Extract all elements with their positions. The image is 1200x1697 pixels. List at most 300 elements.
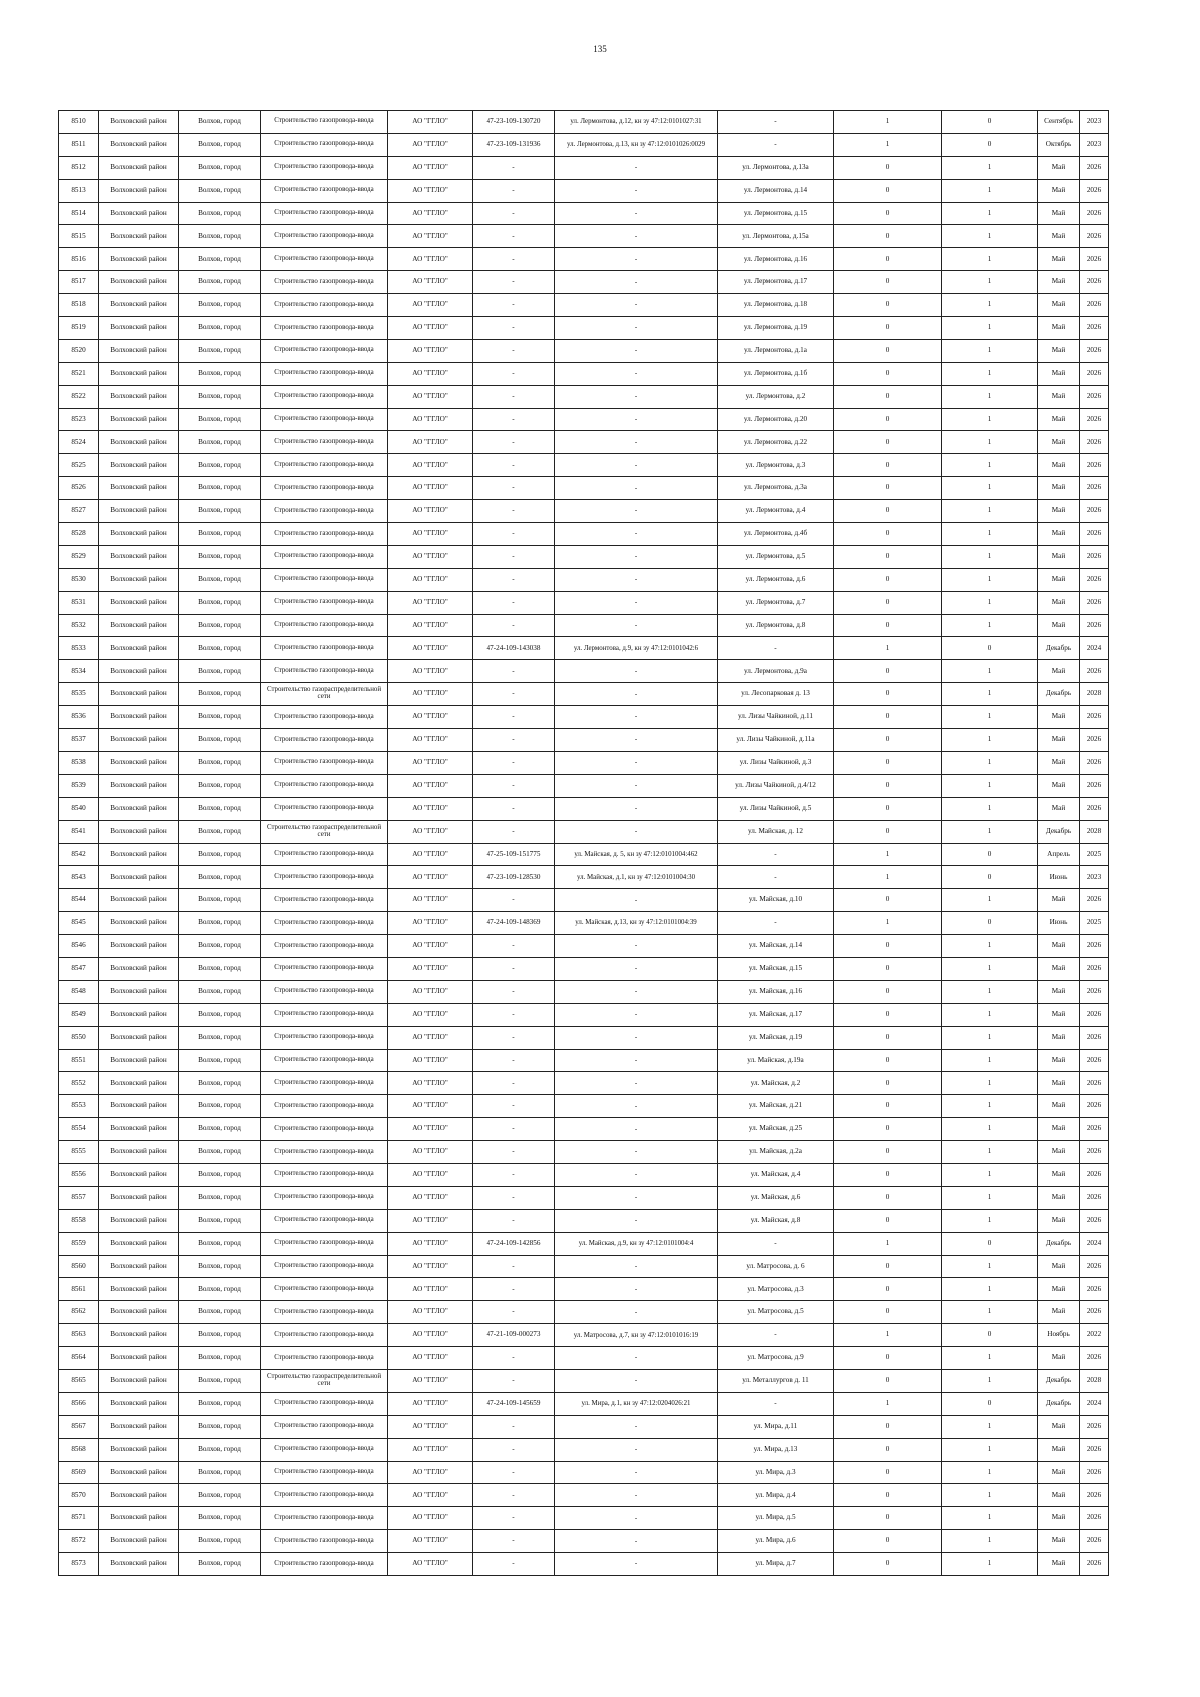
work-type-cell: Строительство газопровода-ввода bbox=[261, 1209, 388, 1232]
district-cell: Волховский район bbox=[99, 637, 179, 660]
work-type-cell: Строительство газопровода-ввода bbox=[261, 866, 388, 889]
district-cell: Волховский район bbox=[99, 225, 179, 248]
address-cadastral-cell: - bbox=[555, 1484, 718, 1507]
organization-cell: АО "ГГЛО" bbox=[388, 1530, 473, 1553]
year-cell: 2026 bbox=[1080, 1347, 1109, 1370]
address-cadastral-cell: - bbox=[555, 1072, 718, 1095]
month-cell: Май bbox=[1038, 431, 1080, 454]
count-planned-cell: 1 bbox=[942, 431, 1038, 454]
contract-number-cell: - bbox=[473, 1278, 555, 1301]
address-cadastral-cell: - bbox=[555, 179, 718, 202]
settlement-cell: Волхов, город bbox=[179, 1003, 261, 1026]
count-planned-cell: 0 bbox=[942, 111, 1038, 134]
count-planned-cell: 1 bbox=[942, 248, 1038, 271]
work-type-cell: Строительство газопровода-ввода bbox=[261, 111, 388, 134]
district-cell: Волховский район bbox=[99, 1072, 179, 1095]
count-existing-cell: 0 bbox=[834, 1301, 942, 1324]
count-planned-cell: 1 bbox=[942, 225, 1038, 248]
count-planned-cell: 1 bbox=[942, 1026, 1038, 1049]
year-cell: 2026 bbox=[1080, 1141, 1109, 1164]
work-type-cell: Строительство газопровода-ввода bbox=[261, 385, 388, 408]
year-cell: 2023 bbox=[1080, 866, 1109, 889]
address-cell: ул. Лермонтова, д.13а bbox=[718, 156, 834, 179]
contract-number-cell: - bbox=[473, 1301, 555, 1324]
organization-cell: АО "ГГЛО" bbox=[388, 1347, 473, 1370]
month-cell: Май bbox=[1038, 1415, 1080, 1438]
count-existing-cell: 0 bbox=[834, 294, 942, 317]
settlement-cell: Волхов, город bbox=[179, 477, 261, 500]
month-cell: Май bbox=[1038, 1072, 1080, 1095]
settlement-cell: Волхов, город bbox=[179, 1209, 261, 1232]
count-existing-cell: 0 bbox=[834, 1118, 942, 1141]
district-cell: Волховский район bbox=[99, 660, 179, 683]
district-cell: Волховский район bbox=[99, 133, 179, 156]
district-cell: Волховский район bbox=[99, 1347, 179, 1370]
row-number-cell: 8541 bbox=[59, 820, 99, 843]
district-cell: Волховский район bbox=[99, 339, 179, 362]
year-cell: 2026 bbox=[1080, 1118, 1109, 1141]
contract-number-cell: 47-24-109-142856 bbox=[473, 1232, 555, 1255]
month-cell: Май bbox=[1038, 889, 1080, 912]
row-number-cell: 8512 bbox=[59, 156, 99, 179]
settlement-cell: Волхов, город bbox=[179, 935, 261, 958]
organization-cell: АО "ГГЛО" bbox=[388, 1461, 473, 1484]
work-type-cell: Строительство газопровода-ввода bbox=[261, 1118, 388, 1141]
year-cell: 2026 bbox=[1080, 797, 1109, 820]
row-number-cell: 8554 bbox=[59, 1118, 99, 1141]
organization-cell: АО "ГГЛО" bbox=[388, 156, 473, 179]
count-existing-cell: 1 bbox=[834, 1232, 942, 1255]
organization-cell: АО "ГГЛО" bbox=[388, 660, 473, 683]
district-cell: Волховский район bbox=[99, 362, 179, 385]
year-cell: 2026 bbox=[1080, 1072, 1109, 1095]
address-cadastral-cell: - bbox=[555, 1369, 718, 1392]
settlement-cell: Волхов, город bbox=[179, 523, 261, 546]
organization-cell: АО "ГГЛО" bbox=[388, 1324, 473, 1347]
organization-cell: АО "ГГЛО" bbox=[388, 1392, 473, 1415]
contract-number-cell: - bbox=[473, 248, 555, 271]
address-cell: ул. Майская, д.14 bbox=[718, 935, 834, 958]
contract-number-cell: 47-24-109-143038 bbox=[473, 637, 555, 660]
year-cell: 2026 bbox=[1080, 935, 1109, 958]
row-number-cell: 8543 bbox=[59, 866, 99, 889]
count-planned-cell: 1 bbox=[942, 477, 1038, 500]
work-type-cell: Строительство газопровода-ввода bbox=[261, 1003, 388, 1026]
year-cell: 2028 bbox=[1080, 820, 1109, 843]
month-cell: Май bbox=[1038, 454, 1080, 477]
contract-number-cell: - bbox=[473, 294, 555, 317]
count-existing-cell: 0 bbox=[834, 1255, 942, 1278]
address-cadastral-cell: - bbox=[555, 477, 718, 500]
work-type-cell: Строительство газопровода-ввода bbox=[261, 637, 388, 660]
count-existing-cell: 0 bbox=[834, 820, 942, 843]
contract-number-cell: - bbox=[473, 1369, 555, 1392]
year-cell: 2026 bbox=[1080, 1507, 1109, 1530]
row-number-cell: 8534 bbox=[59, 660, 99, 683]
work-type-cell: Строительство газопровода-ввода bbox=[261, 1438, 388, 1461]
address-cadastral-cell: - bbox=[555, 820, 718, 843]
month-cell: Май bbox=[1038, 1438, 1080, 1461]
address-cell: ул. Мира, д.11 bbox=[718, 1415, 834, 1438]
count-existing-cell: 0 bbox=[834, 1049, 942, 1072]
row-number-cell: 8572 bbox=[59, 1530, 99, 1553]
contract-number-cell: - bbox=[473, 1049, 555, 1072]
district-cell: Волховский район bbox=[99, 1553, 179, 1576]
contract-number-cell: - bbox=[473, 568, 555, 591]
row-number-cell: 8516 bbox=[59, 248, 99, 271]
contract-number-cell: - bbox=[473, 706, 555, 729]
district-cell: Волховский район bbox=[99, 1186, 179, 1209]
organization-cell: АО "ГГЛО" bbox=[388, 568, 473, 591]
row-number-cell: 8564 bbox=[59, 1347, 99, 1370]
count-existing-cell: 0 bbox=[834, 1438, 942, 1461]
year-cell: 2026 bbox=[1080, 889, 1109, 912]
row-number-cell: 8514 bbox=[59, 202, 99, 225]
address-cell: - bbox=[718, 1392, 834, 1415]
row-number-cell: 8573 bbox=[59, 1553, 99, 1576]
table-row bbox=[59, 1232, 1109, 1255]
year-cell: 2026 bbox=[1080, 1026, 1109, 1049]
row-number-cell: 8524 bbox=[59, 431, 99, 454]
count-planned-cell: 1 bbox=[942, 957, 1038, 980]
address-cell: ул. Лермонтова, д.20 bbox=[718, 408, 834, 431]
year-cell: 2026 bbox=[1080, 1530, 1109, 1553]
settlement-cell: Волхов, город bbox=[179, 1141, 261, 1164]
district-cell: Волховский район bbox=[99, 843, 179, 866]
organization-cell: АО "ГГЛО" bbox=[388, 957, 473, 980]
district-cell: Волховский район bbox=[99, 1255, 179, 1278]
address-cadastral-cell: - bbox=[555, 1026, 718, 1049]
row-number-cell: 8531 bbox=[59, 591, 99, 614]
year-cell: 2024 bbox=[1080, 1392, 1109, 1415]
organization-cell: АО "ГГЛО" bbox=[388, 248, 473, 271]
count-existing-cell: 0 bbox=[834, 202, 942, 225]
settlement-cell: Волхов, город bbox=[179, 980, 261, 1003]
row-number-cell: 8521 bbox=[59, 362, 99, 385]
settlement-cell: Волхов, город bbox=[179, 111, 261, 134]
settlement-cell: Волхов, город bbox=[179, 1392, 261, 1415]
month-cell: Май bbox=[1038, 1553, 1080, 1576]
address-cadastral-cell: ул. Мира, д.1, кн зу 47:12:0204026:21 bbox=[555, 1392, 718, 1415]
address-cadastral-cell: - bbox=[555, 248, 718, 271]
count-planned-cell: 1 bbox=[942, 935, 1038, 958]
table-row bbox=[59, 339, 1109, 362]
address-cadastral-cell: - bbox=[555, 523, 718, 546]
count-planned-cell: 1 bbox=[942, 1484, 1038, 1507]
count-planned-cell: 1 bbox=[942, 1347, 1038, 1370]
work-type-cell: Строительство газопровода-ввода bbox=[261, 454, 388, 477]
month-cell: Май bbox=[1038, 774, 1080, 797]
table-row bbox=[59, 1369, 1109, 1392]
count-planned-cell: 1 bbox=[942, 1301, 1038, 1324]
address-cell: ул. Лизы Чайкиной, д.3 bbox=[718, 751, 834, 774]
address-cadastral-cell: - bbox=[555, 500, 718, 523]
work-type-cell: Строительство газопровода-ввода bbox=[261, 156, 388, 179]
table-row bbox=[59, 500, 1109, 523]
count-existing-cell: 1 bbox=[834, 1392, 942, 1415]
row-number-cell: 8510 bbox=[59, 111, 99, 134]
month-cell: Май bbox=[1038, 1026, 1080, 1049]
district-cell: Волховский район bbox=[99, 1438, 179, 1461]
contract-number-cell: - bbox=[473, 751, 555, 774]
table-row bbox=[59, 1095, 1109, 1118]
table-row bbox=[59, 1163, 1109, 1186]
settlement-cell: Волхов, город bbox=[179, 179, 261, 202]
organization-cell: АО "ГГЛО" bbox=[388, 935, 473, 958]
organization-cell: АО "ГГЛО" bbox=[388, 591, 473, 614]
count-planned-cell: 0 bbox=[942, 1392, 1038, 1415]
work-type-cell: Строительство газопровода-ввода bbox=[261, 1324, 388, 1347]
count-existing-cell: 1 bbox=[834, 843, 942, 866]
address-cell: ул. Лермонтова, д.1б bbox=[718, 362, 834, 385]
month-cell: Сентябрь bbox=[1038, 111, 1080, 134]
table-row bbox=[59, 774, 1109, 797]
year-cell: 2026 bbox=[1080, 706, 1109, 729]
row-number-cell: 8518 bbox=[59, 294, 99, 317]
settlement-cell: Волхов, город bbox=[179, 454, 261, 477]
address-cell: ул. Лермонтова, д.4б bbox=[718, 523, 834, 546]
address-cadastral-cell: - bbox=[555, 1553, 718, 1576]
address-cadastral-cell: - bbox=[555, 774, 718, 797]
district-cell: Волховский район bbox=[99, 1209, 179, 1232]
district-cell: Волховский район bbox=[99, 1003, 179, 1026]
row-number-cell: 8550 bbox=[59, 1026, 99, 1049]
count-existing-cell: 0 bbox=[834, 980, 942, 1003]
settlement-cell: Волхов, город bbox=[179, 1072, 261, 1095]
contract-number-cell: - bbox=[473, 225, 555, 248]
count-existing-cell: 0 bbox=[834, 568, 942, 591]
contract-number-cell: - bbox=[473, 935, 555, 958]
work-type-cell: Строительство газопровода-ввода bbox=[261, 477, 388, 500]
organization-cell: АО "ГГЛО" bbox=[388, 889, 473, 912]
work-type-cell: Строительство газопровода-ввода bbox=[261, 500, 388, 523]
settlement-cell: Волхов, город bbox=[179, 1186, 261, 1209]
address-cell: ул. Лермонтова, д.3а bbox=[718, 477, 834, 500]
year-cell: 2026 bbox=[1080, 1049, 1109, 1072]
count-existing-cell: 0 bbox=[834, 225, 942, 248]
district-cell: Волховский район bbox=[99, 385, 179, 408]
table-row bbox=[59, 729, 1109, 752]
organization-cell: АО "ГГЛО" bbox=[388, 1278, 473, 1301]
address-cell: ул. Лермонтова, д.18 bbox=[718, 294, 834, 317]
table-row bbox=[59, 1461, 1109, 1484]
count-planned-cell: 1 bbox=[942, 591, 1038, 614]
settlement-cell: Волхов, город bbox=[179, 751, 261, 774]
table-row bbox=[59, 317, 1109, 340]
count-existing-cell: 0 bbox=[834, 889, 942, 912]
table-row bbox=[59, 202, 1109, 225]
count-existing-cell: 0 bbox=[834, 1369, 942, 1392]
work-type-cell: Строительство газопровода-ввода bbox=[261, 1255, 388, 1278]
work-type-cell: Строительство газопровода-ввода bbox=[261, 431, 388, 454]
month-cell: Май bbox=[1038, 797, 1080, 820]
address-cadastral-cell: - bbox=[555, 1186, 718, 1209]
settlement-cell: Волхов, город bbox=[179, 774, 261, 797]
count-planned-cell: 1 bbox=[942, 683, 1038, 706]
address-cell: ул. Майская, д.4 bbox=[718, 1163, 834, 1186]
address-cell: ул. Матросова, д.3 bbox=[718, 1278, 834, 1301]
count-planned-cell: 1 bbox=[942, 706, 1038, 729]
table-row bbox=[59, 1072, 1109, 1095]
table-row bbox=[59, 637, 1109, 660]
settlement-cell: Волхов, город bbox=[179, 1301, 261, 1324]
settlement-cell: Волхов, город bbox=[179, 1461, 261, 1484]
settlement-cell: Волхов, город bbox=[179, 866, 261, 889]
month-cell: Май bbox=[1038, 1209, 1080, 1232]
contract-number-cell: - bbox=[473, 362, 555, 385]
address-cadastral-cell: ул. Лермонтова, д.12, кн зу 47:12:0101027:31 bbox=[555, 111, 718, 134]
month-cell: Декабрь bbox=[1038, 1232, 1080, 1255]
organization-cell: АО "ГГЛО" bbox=[388, 912, 473, 935]
month-cell: Май bbox=[1038, 1049, 1080, 1072]
row-number-cell: 8537 bbox=[59, 729, 99, 752]
district-cell: Волховский район bbox=[99, 271, 179, 294]
contract-number-cell: - bbox=[473, 431, 555, 454]
year-cell: 2026 bbox=[1080, 477, 1109, 500]
month-cell: Май bbox=[1038, 362, 1080, 385]
year-cell: 2026 bbox=[1080, 179, 1109, 202]
contract-number-cell: - bbox=[473, 1553, 555, 1576]
organization-cell: АО "ГГЛО" bbox=[388, 1232, 473, 1255]
month-cell: Декабрь bbox=[1038, 1392, 1080, 1415]
organization-cell: АО "ГГЛО" bbox=[388, 843, 473, 866]
row-number-cell: 8536 bbox=[59, 706, 99, 729]
organization-cell: АО "ГГЛО" bbox=[388, 729, 473, 752]
settlement-cell: Волхов, город bbox=[179, 1369, 261, 1392]
district-cell: Волховский район bbox=[99, 1026, 179, 1049]
count-planned-cell: 1 bbox=[942, 156, 1038, 179]
year-cell: 2026 bbox=[1080, 339, 1109, 362]
contract-number-cell: - bbox=[473, 980, 555, 1003]
organization-cell: АО "ГГЛО" bbox=[388, 408, 473, 431]
year-cell: 2026 bbox=[1080, 294, 1109, 317]
work-type-cell: Строительство газопровода-ввода bbox=[261, 225, 388, 248]
table-row bbox=[59, 1324, 1109, 1347]
count-planned-cell: 1 bbox=[942, 1003, 1038, 1026]
table-row bbox=[59, 820, 1109, 843]
contract-number-cell: - bbox=[473, 774, 555, 797]
district-cell: Волховский район bbox=[99, 523, 179, 546]
row-number-cell: 8525 bbox=[59, 454, 99, 477]
table-body bbox=[59, 111, 1109, 1576]
year-cell: 2026 bbox=[1080, 317, 1109, 340]
contract-number-cell: - bbox=[473, 202, 555, 225]
contract-number-cell: 47-23-109-130720 bbox=[473, 111, 555, 134]
address-cell: - bbox=[718, 912, 834, 935]
address-cell: ул. Лермонтова, д.4 bbox=[718, 500, 834, 523]
count-planned-cell: 1 bbox=[942, 523, 1038, 546]
count-existing-cell: 0 bbox=[834, 1003, 942, 1026]
count-existing-cell: 0 bbox=[834, 1347, 942, 1370]
district-cell: Волховский район bbox=[99, 1163, 179, 1186]
year-cell: 2026 bbox=[1080, 1209, 1109, 1232]
address-cell: ул. Мира, д.3 bbox=[718, 1461, 834, 1484]
row-number-cell: 8519 bbox=[59, 317, 99, 340]
count-planned-cell: 1 bbox=[942, 545, 1038, 568]
work-type-cell: Строительство газопровода-ввода bbox=[261, 408, 388, 431]
organization-cell: АО "ГГЛО" bbox=[388, 614, 473, 637]
table-row bbox=[59, 935, 1109, 958]
table-row bbox=[59, 866, 1109, 889]
district-cell: Волховский район bbox=[99, 912, 179, 935]
count-planned-cell: 1 bbox=[942, 1507, 1038, 1530]
organization-cell: АО "ГГЛО" bbox=[388, 751, 473, 774]
settlement-cell: Волхов, город bbox=[179, 1232, 261, 1255]
contract-number-cell: - bbox=[473, 156, 555, 179]
table-row bbox=[59, 179, 1109, 202]
settlement-cell: Волхов, город bbox=[179, 591, 261, 614]
contract-number-cell: 47-23-109-128530 bbox=[473, 866, 555, 889]
district-cell: Волховский район bbox=[99, 179, 179, 202]
month-cell: Май bbox=[1038, 545, 1080, 568]
contract-number-cell: - bbox=[473, 1003, 555, 1026]
district-cell: Волховский район bbox=[99, 866, 179, 889]
row-number-cell: 8559 bbox=[59, 1232, 99, 1255]
address-cell: ул. Лермонтова, д.14 bbox=[718, 179, 834, 202]
contract-number-cell: - bbox=[473, 339, 555, 362]
organization-cell: АО "ГГЛО" bbox=[388, 545, 473, 568]
address-cell: ул. Лизы Чайкиной, д.11а bbox=[718, 729, 834, 752]
row-number-cell: 8551 bbox=[59, 1049, 99, 1072]
month-cell: Май bbox=[1038, 957, 1080, 980]
row-number-cell: 8520 bbox=[59, 339, 99, 362]
district-cell: Волховский район bbox=[99, 568, 179, 591]
work-type-cell: Строительство газопровода-ввода bbox=[261, 1163, 388, 1186]
address-cell: ул. Майская, д.6 bbox=[718, 1186, 834, 1209]
organization-cell: АО "ГГЛО" bbox=[388, 317, 473, 340]
district-cell: Волховский район bbox=[99, 1141, 179, 1164]
organization-cell: АО "ГГЛО" bbox=[388, 339, 473, 362]
count-existing-cell: 0 bbox=[834, 156, 942, 179]
district-cell: Волховский район bbox=[99, 683, 179, 706]
organization-cell: АО "ГГЛО" bbox=[388, 454, 473, 477]
settlement-cell: Волхов, город bbox=[179, 1163, 261, 1186]
organization-cell: АО "ГГЛО" bbox=[388, 1049, 473, 1072]
count-planned-cell: 0 bbox=[942, 866, 1038, 889]
contract-number-cell: - bbox=[473, 1186, 555, 1209]
organization-cell: АО "ГГЛО" bbox=[388, 1553, 473, 1576]
district-cell: Волховский район bbox=[99, 500, 179, 523]
settlement-cell: Волхов, город bbox=[179, 614, 261, 637]
count-existing-cell: 0 bbox=[834, 1209, 942, 1232]
address-cadastral-cell: ул. Майская, д.13, кн зу 47:12:0101004:39 bbox=[555, 912, 718, 935]
month-cell: Декабрь bbox=[1038, 637, 1080, 660]
address-cadastral-cell: - bbox=[555, 683, 718, 706]
count-existing-cell: 0 bbox=[834, 1186, 942, 1209]
table-row bbox=[59, 477, 1109, 500]
count-planned-cell: 1 bbox=[942, 1255, 1038, 1278]
address-cell: - bbox=[718, 1232, 834, 1255]
year-cell: 2025 bbox=[1080, 843, 1109, 866]
count-existing-cell: 0 bbox=[834, 683, 942, 706]
contract-number-cell: - bbox=[473, 660, 555, 683]
month-cell: Май bbox=[1038, 271, 1080, 294]
organization-cell: АО "ГГЛО" bbox=[388, 111, 473, 134]
year-cell: 2026 bbox=[1080, 660, 1109, 683]
contract-number-cell: - bbox=[473, 179, 555, 202]
year-cell: 2026 bbox=[1080, 385, 1109, 408]
address-cadastral-cell: - bbox=[555, 1415, 718, 1438]
count-planned-cell: 1 bbox=[942, 1530, 1038, 1553]
contract-number-cell: - bbox=[473, 317, 555, 340]
contract-number-cell: - bbox=[473, 1530, 555, 1553]
count-planned-cell: 1 bbox=[942, 271, 1038, 294]
settlement-cell: Волхов, город bbox=[179, 660, 261, 683]
month-cell: Ноябрь bbox=[1038, 1324, 1080, 1347]
organization-cell: АО "ГГЛО" bbox=[388, 271, 473, 294]
row-number-cell: 8527 bbox=[59, 500, 99, 523]
work-type-cell: Строительство газопровода-ввода bbox=[261, 774, 388, 797]
